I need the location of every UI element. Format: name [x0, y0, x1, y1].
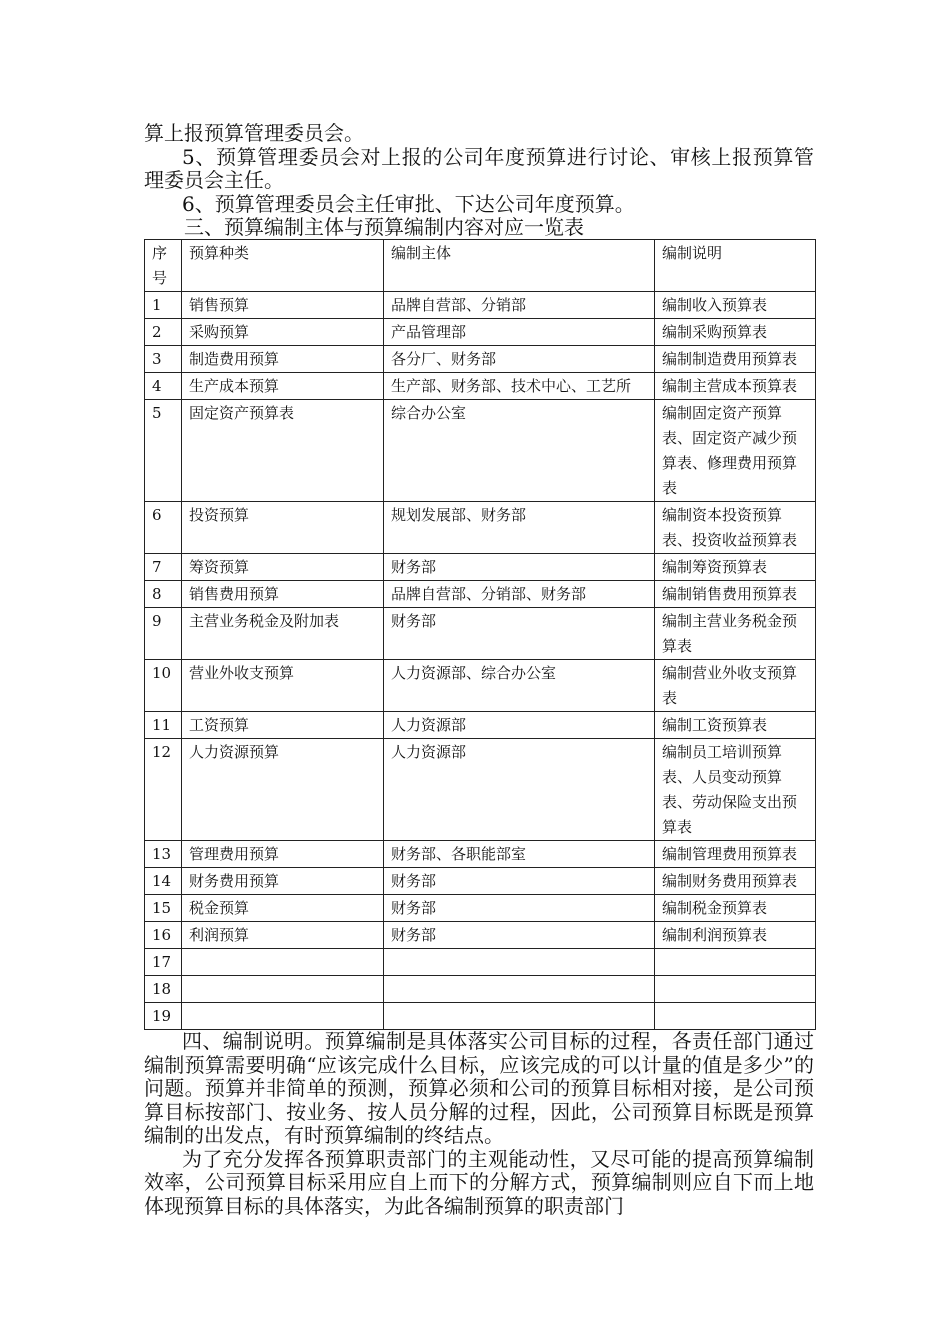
cell-budget-type — [182, 1003, 384, 1030]
cell-preparer — [384, 949, 655, 976]
cell-budget-type: 工资预算 — [182, 712, 384, 739]
table-row — [145, 373, 816, 400]
cell-preparer: 财务部 — [384, 922, 655, 949]
cell-budget-type: 投资预算 — [182, 502, 384, 554]
cell-budget-type: 利润预算 — [182, 922, 384, 949]
cell-preparer: 生产部、财务部、技术中心、工艺所 — [384, 373, 655, 400]
cell-budget-type: 销售预算 — [182, 292, 384, 319]
cell-budget-type: 生产成本预算 — [182, 373, 384, 400]
header-budget-type: 预算种类 — [182, 240, 384, 292]
cell-index: 2 — [145, 319, 182, 346]
header-description: 编制说明 — [655, 240, 816, 292]
cell-description: 编制主营成本预算表 — [655, 373, 816, 400]
cell-budget-type: 采购预算 — [182, 319, 384, 346]
cell-description — [655, 949, 816, 976]
cell-description: 编制采购预算表 — [655, 319, 816, 346]
cell-budget-type: 税金预算 — [182, 895, 384, 922]
cell-preparer: 品牌自营部、分销部、财务部 — [384, 581, 655, 608]
cell-index: 19 — [145, 1003, 182, 1030]
table-row — [145, 660, 816, 712]
cell-description: 编制固定资产预算表、固定资产减少预算表、修理费用预算表 — [655, 400, 816, 502]
cell-description: 编制工资预算表 — [655, 712, 816, 739]
cell-description — [655, 1003, 816, 1030]
cell-preparer: 财务部、各职能部室 — [384, 841, 655, 868]
cell-index: 3 — [145, 346, 182, 373]
paragraph: 算上报预算管理委员会。 — [144, 121, 364, 145]
table-header-row — [145, 240, 816, 292]
cell-budget-type: 营业外收支预算 — [182, 660, 384, 712]
cell-preparer — [384, 1003, 655, 1030]
cell-index: 16 — [145, 922, 182, 949]
cell-description: 编制资本投资预算表、投资收益预算表 — [655, 502, 816, 554]
cell-preparer: 财务部 — [384, 895, 655, 922]
table-row — [145, 712, 816, 739]
document-body — [144, 122, 814, 1218]
table-row — [145, 554, 816, 581]
cell-index: 13 — [145, 841, 182, 868]
cell-budget-type: 管理费用预算 — [182, 841, 384, 868]
paragraph: 6、预算管理委员会主任审批、下达公司年度预算。 — [182, 191, 635, 216]
cell-preparer: 品牌自营部、分销部 — [384, 292, 655, 319]
cell-index: 5 — [145, 400, 182, 502]
table-row — [145, 292, 816, 319]
cell-description: 编制员工培训预算表、人员变动预算表、劳动保险支出预算表 — [655, 739, 816, 841]
cell-budget-type — [182, 949, 384, 976]
table-row — [145, 895, 816, 922]
cell-budget-type: 制造费用预算 — [182, 346, 384, 373]
cell-budget-type: 财务费用预算 — [182, 868, 384, 895]
cell-description: 编制收入预算表 — [655, 292, 816, 319]
budget-table — [144, 239, 816, 1030]
table-row — [145, 841, 816, 868]
table-row — [145, 739, 816, 841]
cell-preparer: 各分厂、财务部 — [384, 346, 655, 373]
paragraph: 四、编制说明。预算编制是具体落实公司目标的过程，各责任部门通过编制预算需要明确“应该完成什么目标，应该完成的可以计量的值是多少”的问题。预算并非简单的预测，预算必须和公司的预算目标相对接，是公司预算目标按部门、按业务、按人员分解的过程，因此，公司预算目标既是预算编制的出发点，有时预算编制的终结点。 — [144, 1029, 814, 1147]
table-row — [145, 868, 816, 895]
cell-index: 4 — [145, 373, 182, 400]
cell-preparer: 规划发展部、财务部 — [384, 502, 655, 554]
table-row — [145, 502, 816, 554]
cell-budget-type: 筹资预算 — [182, 554, 384, 581]
cell-preparer — [384, 976, 655, 1003]
cell-index: 14 — [145, 868, 182, 895]
cell-preparer: 财务部 — [384, 608, 655, 660]
cell-description: 编制营业外收支预算表 — [655, 660, 816, 712]
header-preparer: 编制主体 — [384, 240, 655, 292]
table-row — [145, 949, 816, 976]
cell-index: 15 — [145, 895, 182, 922]
paragraph: 5、预算管理委员会对上报的公司年度预算进行讨论、审核上报预算管理委员会主任。 — [144, 144, 814, 192]
cell-budget-type: 固定资产预算表 — [182, 400, 384, 502]
cell-description: 编制管理费用预算表 — [655, 841, 816, 868]
table-caption: 三、预算编制主体与预算编制内容对应一览表 — [184, 215, 584, 239]
cell-index: 18 — [145, 976, 182, 1003]
cell-index: 17 — [145, 949, 182, 976]
table-row — [145, 346, 816, 373]
table-row — [145, 581, 816, 608]
table-row — [145, 400, 816, 502]
cell-description: 编制税金预算表 — [655, 895, 816, 922]
cell-description: 编制利润预算表 — [655, 922, 816, 949]
table-body — [145, 292, 816, 1030]
table-row — [145, 976, 816, 1003]
cell-preparer: 人力资源部 — [384, 739, 655, 841]
header-index: 序号 — [145, 240, 182, 292]
cell-index: 8 — [145, 581, 182, 608]
cell-budget-type: 人力资源预算 — [182, 739, 384, 841]
cell-index: 10 — [145, 660, 182, 712]
cell-budget-type — [182, 976, 384, 1003]
table-row — [145, 608, 816, 660]
table-row — [145, 922, 816, 949]
table-row — [145, 1003, 816, 1030]
cell-description: 编制筹资预算表 — [655, 554, 816, 581]
cell-preparer: 财务部 — [384, 868, 655, 895]
cell-index: 12 — [145, 739, 182, 841]
cell-index: 11 — [145, 712, 182, 739]
cell-description: 编制财务费用预算表 — [655, 868, 816, 895]
cell-preparer: 产品管理部 — [384, 319, 655, 346]
cell-preparer: 人力资源部 — [384, 712, 655, 739]
cell-description: 编制制造费用预算表 — [655, 346, 816, 373]
cell-index: 6 — [145, 502, 182, 554]
cell-index: 1 — [145, 292, 182, 319]
cell-index: 9 — [145, 608, 182, 660]
table-row — [145, 319, 816, 346]
cell-budget-type: 销售费用预算 — [182, 581, 384, 608]
cell-budget-type: 主营业务税金及附加表 — [182, 608, 384, 660]
cell-preparer: 财务部 — [384, 554, 655, 581]
cell-description: 编制主营业务税金预算表 — [655, 608, 816, 660]
paragraph: 为了充分发挥各预算职责部门的主观能动性，又尽可能的提高预算编制效率，公司预算目标采用应自上而下的分解方式，预算编制则应自下而上地体现预算目标的具体落实，为此各编制预算的职责部门 — [144, 1146, 814, 1218]
cell-description: 编制销售费用预算表 — [655, 581, 816, 608]
cell-index: 7 — [145, 554, 182, 581]
cell-preparer: 人力资源部、综合办公室 — [384, 660, 655, 712]
cell-preparer: 综合办公室 — [384, 400, 655, 502]
cell-description — [655, 976, 816, 1003]
